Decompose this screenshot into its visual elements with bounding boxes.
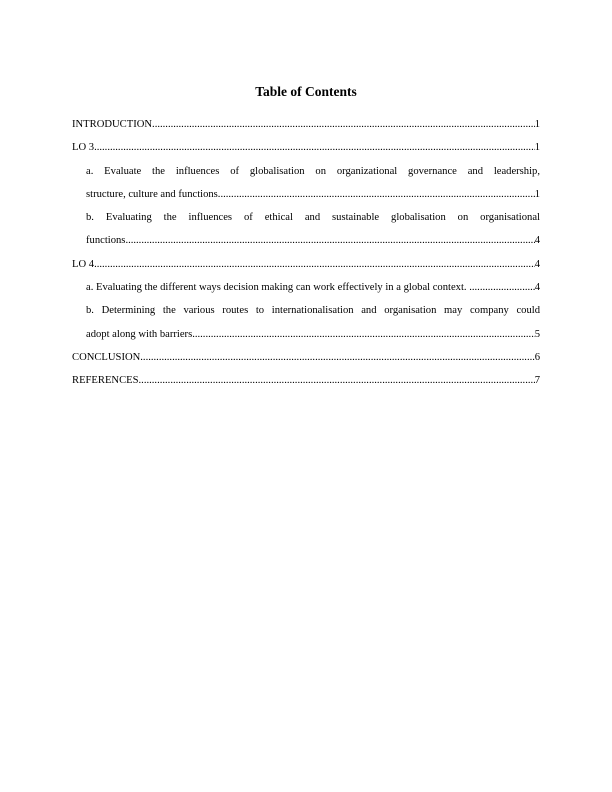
- toc-entry-text: functions: [86, 235, 126, 247]
- toc-entry-references[interactable]: [72, 369, 540, 392]
- toc-leader-dots: [472, 276, 535, 299]
- toc-entry-lo4-a[interactable]: [72, 276, 540, 299]
- toc-leader-dots: [192, 323, 535, 346]
- toc-page-number: 4: [534, 235, 540, 247]
- toc-entry-text: REFERENCES: [72, 375, 139, 387]
- toc-entry-introduction[interactable]: [72, 113, 540, 136]
- toc-page-number: 4: [534, 258, 540, 270]
- toc-entry-conclusion[interactable]: [72, 346, 540, 369]
- table-of-contents: [72, 113, 540, 393]
- toc-entry-lo4-b[interactable]: [72, 299, 540, 346]
- toc-entry-lo3-b[interactable]: [72, 206, 540, 253]
- toc-leader-dots: [152, 113, 535, 136]
- toc-leader-dots: [94, 136, 535, 159]
- toc-entry-text: adopt along with barriers: [86, 328, 193, 340]
- toc-entry-text: a. Evaluating the different ways decision making can work effectively in a global context. .: [86, 282, 472, 294]
- toc-leader-dots: [94, 253, 535, 276]
- toc-title: Table of Contents: [255, 84, 357, 99]
- toc-page-number: 5: [534, 328, 540, 340]
- toc-entry-lo4[interactable]: [72, 253, 540, 276]
- toc-entry-lo3-a[interactable]: [72, 160, 540, 207]
- toc-leader-dots: [218, 183, 535, 206]
- toc-page-number: 7: [534, 375, 540, 387]
- toc-page-number: 6: [534, 351, 540, 363]
- toc-entry-lo3[interactable]: [72, 136, 540, 159]
- toc-page-number: 1: [534, 188, 540, 200]
- toc-leader-dots: [139, 369, 535, 392]
- toc-entry-text: CONCLUSION: [72, 351, 141, 363]
- toc-page-number: 4: [534, 282, 540, 294]
- toc-page-number: 1: [534, 142, 540, 154]
- toc-entry-text-line1: b. Determining the various routes to internationalisation and organisation may company could: [86, 305, 540, 317]
- toc-entry-text: INTRODUCTION: [72, 119, 153, 130]
- toc-entry-text: structure, culture and functions: [86, 188, 218, 200]
- toc-entry-text-line1: a. Evaluate the influences of globalisation on organizational governance and leadership,: [86, 165, 540, 177]
- toc-entry-text: LO 4: [72, 258, 95, 270]
- toc-page-number: 1: [534, 119, 540, 130]
- toc-leader-dots: [140, 346, 534, 369]
- toc-entry-text: LO 3: [72, 142, 95, 154]
- toc-entry-text-line1: b. Evaluating the influences of ethical and sustainable globalisation on organisational: [86, 212, 540, 224]
- toc-leader-dots: [125, 229, 534, 252]
